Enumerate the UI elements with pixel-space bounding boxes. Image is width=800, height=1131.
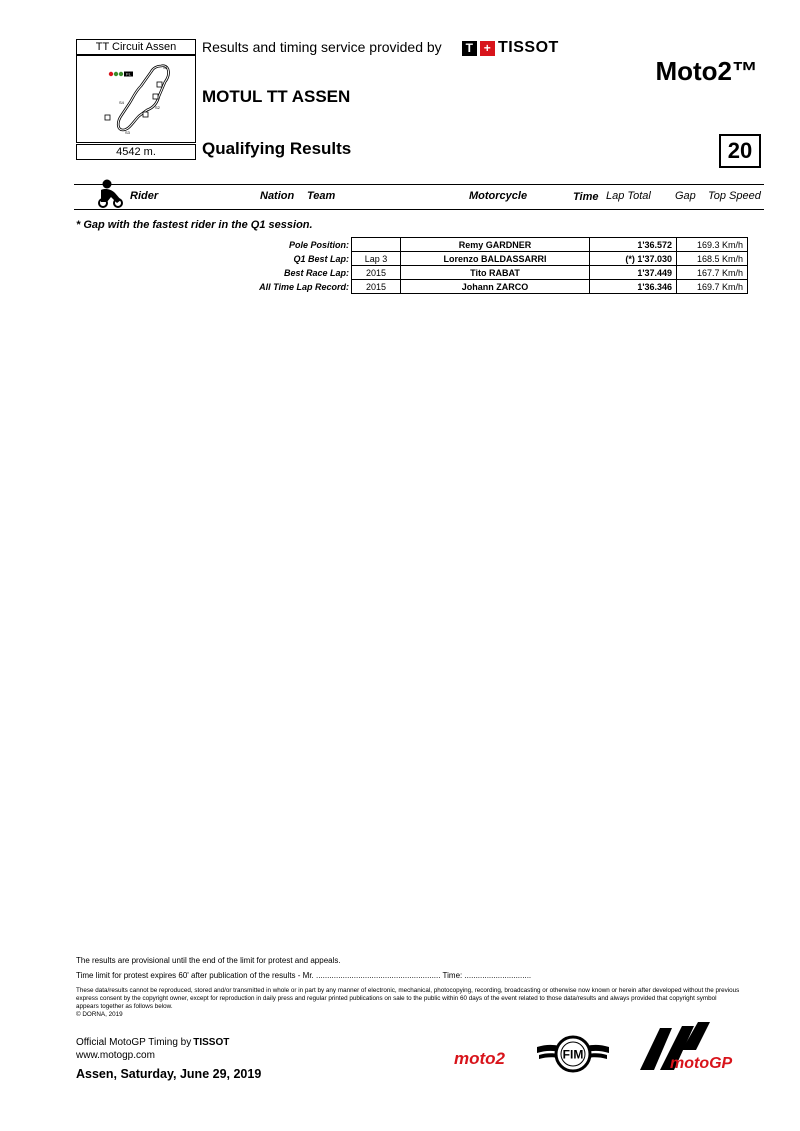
provisional-note: The results are provisional until the end of the limit for protest and appeals. (76, 956, 341, 965)
record-time: (*) 1'37.030 (590, 252, 677, 266)
tissot-logo (462, 39, 559, 57)
record-rider: Johann ZARCO (401, 280, 590, 294)
record-label: All Time Lap Record: (259, 281, 349, 292)
table-row (240, 266, 748, 280)
corner-marker (157, 82, 162, 87)
track-length: 4542 m. (76, 144, 196, 160)
official-timing-brand: TISSOT (193, 1037, 230, 1048)
record-speed: 169.7 Km/h (677, 280, 748, 294)
column-team: Team (307, 190, 336, 202)
moto2-logo (452, 1046, 532, 1070)
copyright-text: These data/results cannot be reproduced, stored and/or transmitted in whole or in part by any manner of electronic, mechanical, photocopying, recording, broadcasting or otherwise now known or herein after developed without the previous express consent by the copyright owner, except for reproduction in daily press and regular printed publications on sale to the public within 60 days of the event related to those data/results and always provided that copyright symbol appears together as follows below. (76, 987, 740, 1010)
track-map (76, 55, 196, 143)
track-map-drawing (77, 56, 195, 142)
swiss-cross-icon: + (480, 41, 495, 56)
moto2-logo-text: moto2 (454, 1049, 505, 1068)
map-label-s4: S4 (119, 100, 124, 105)
record-lap: 2015 (352, 266, 401, 280)
motorcycle-rider-icon (95, 178, 125, 208)
fim-logo (535, 1033, 611, 1075)
column-nation: Nation (260, 190, 295, 202)
record-rider: Remy GARDNER (401, 238, 590, 252)
record-time: 1'36.346 (590, 280, 677, 294)
records-table (240, 237, 748, 294)
record-label: Pole Position: (288, 239, 349, 250)
copyright-notice (76, 987, 740, 1019)
record-rider: Lorenzo BALDASSARRI (401, 252, 590, 266)
category-title: Moto2™ (655, 56, 758, 86)
circuit-name: TT Circuit Assen (76, 39, 196, 55)
map-label-s3: S3 (125, 130, 130, 135)
record-speed: 167.7 Km/h (677, 266, 748, 280)
official-timing (76, 1037, 229, 1048)
light-red-icon (109, 72, 113, 76)
event-title: MOTUL TT ASSEN (202, 87, 351, 106)
map-label-s1: S1 (163, 65, 168, 70)
official-timing-prefix: Official MotoGP Timing by (76, 1037, 192, 1048)
map-label-fl: FL (126, 71, 131, 77)
light-green-icon (114, 72, 118, 76)
provided-by-text: Results and timing service provided by (202, 39, 442, 55)
record-time: 1'36.572 (590, 238, 677, 252)
motogp-logo-text: motoGP (670, 1055, 733, 1072)
column-top-speed: Top Speed (708, 190, 761, 202)
map-label-s2: S2 (155, 105, 160, 110)
record-lap (352, 238, 401, 252)
session-title: Qualifying Results (202, 139, 352, 158)
record-time: 1'37.449 (590, 266, 677, 280)
record-rider: Tito RABAT (401, 266, 590, 280)
column-rider: Rider (130, 190, 159, 202)
record-lap: Lap 3 (352, 252, 401, 266)
tissot-t-icon: T (462, 41, 477, 56)
dorna-copyright: © DORNA, 2019 (76, 1011, 123, 1018)
record-label: Q1 Best Lap: (293, 253, 349, 264)
table-row (240, 280, 748, 294)
gap-note: * Gap with the fastest rider in the Q1 session. (76, 219, 313, 231)
record-speed: 169.3 Km/h (677, 238, 748, 252)
column-lap-total: Lap Total (606, 190, 651, 202)
record-speed: 168.5 Km/h (677, 252, 748, 266)
fim-logo-text: FIM (562, 1047, 584, 1062)
header-rule (74, 209, 764, 210)
dateline: Assen, Saturday, June 29, 2019 (76, 1067, 262, 1081)
page-number: 20 (719, 134, 761, 168)
corner-marker (153, 94, 158, 99)
protest-note: Time limit for protest expires 60' after publication of the results - Mr. ........................................................ Time: .............................. (76, 971, 532, 980)
tissot-wordmark: TISSOT (498, 39, 559, 56)
column-time: Time (573, 191, 599, 203)
record-label: Best Race Lap: (283, 267, 349, 278)
corner-marker (143, 112, 148, 117)
column-gap: Gap (675, 190, 696, 202)
column-motorcycle: Motorcycle (469, 190, 528, 202)
table-row (240, 238, 748, 252)
light-green-icon (119, 72, 123, 76)
corner-marker (105, 115, 110, 120)
table-row (240, 252, 748, 266)
record-lap: 2015 (352, 280, 401, 294)
motogp-logo (630, 1020, 740, 1076)
header-rule (74, 184, 764, 185)
website-link[interactable]: www.motogp.com (76, 1050, 155, 1061)
